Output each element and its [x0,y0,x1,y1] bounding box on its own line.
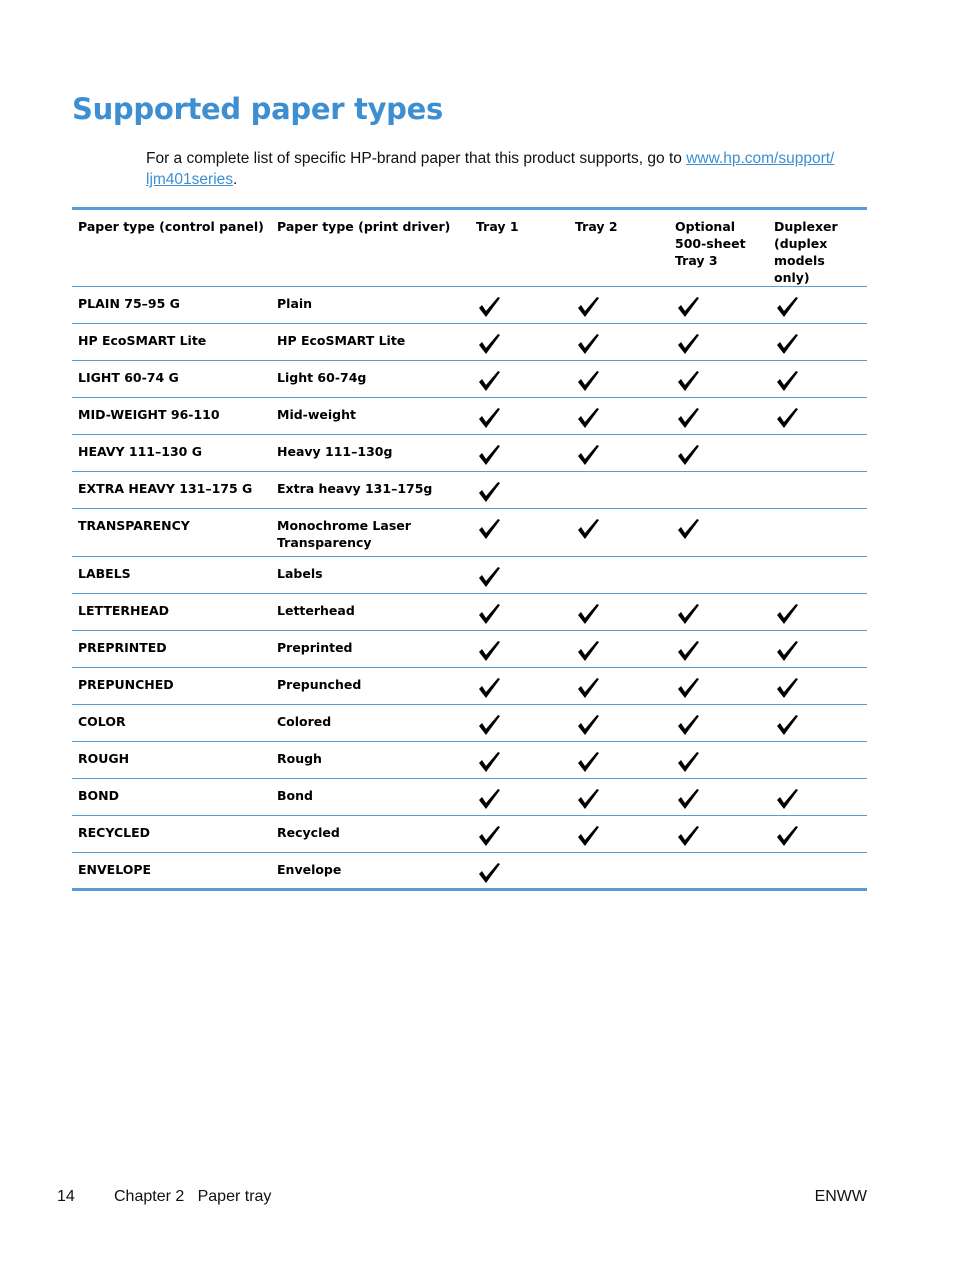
check-icon [476,638,502,664]
check-icon [476,368,502,394]
check-icon [476,675,502,701]
cell-duplex [768,668,867,705]
cell-tray3 [669,472,768,509]
cell-print-driver: Bond [271,779,470,816]
table-row [72,324,867,361]
check-icon [675,712,701,738]
cell-duplex [768,631,867,668]
cell-tray1 [470,742,569,779]
cell-tray3 [669,779,768,816]
cell-print-driver: Monochrome Laser Transparency [271,509,470,557]
check-icon [476,749,502,775]
cell-tray3 [669,361,768,398]
check-icon [575,823,601,849]
check-icon [675,516,701,542]
cell-print-driver: Plain [271,287,470,324]
check-icon [774,638,800,664]
cell-control-panel: COLOR [72,705,271,742]
cell-tray2 [569,631,669,668]
table-row [72,853,867,890]
check-icon [675,638,701,664]
table-row [72,742,867,779]
table-row [72,557,867,594]
cell-tray2 [569,594,669,631]
cell-tray3 [669,631,768,668]
cell-duplex [768,361,867,398]
cell-tray1 [470,631,569,668]
intro-end: . [233,171,238,188]
cell-control-panel: LIGHT 60-74 G [72,361,271,398]
cell-duplex [768,509,867,557]
cell-control-panel: PLAIN 75–95 G [72,287,271,324]
cell-tray2 [569,816,669,853]
table-row [72,631,867,668]
cell-control-panel: ROUGH [72,742,271,779]
cell-print-driver: Letterhead [271,594,470,631]
cell-print-driver: HP EcoSMART Lite [271,324,470,361]
cell-print-driver: Mid-weight [271,398,470,435]
cell-tray1 [470,816,569,853]
check-icon [575,601,601,627]
cell-print-driver: Extra heavy 131–175g [271,472,470,509]
cell-duplex [768,435,867,472]
cell-control-panel: LABELS [72,557,271,594]
check-icon [476,405,502,431]
cell-tray1 [470,435,569,472]
cell-tray3 [669,853,768,890]
header-tray-1: Tray 1 [470,209,569,287]
check-icon [675,405,701,431]
header-tray-3: Optional 500-sheet Tray 3 [669,209,768,287]
support-link-part-2: ljm401series [146,171,234,188]
table-header-row [72,209,867,287]
check-icon [774,786,800,812]
table-row [72,779,867,816]
cell-duplex [768,779,867,816]
check-icon [575,638,601,664]
cell-control-panel: MID-WEIGHT 96-110 [72,398,271,435]
chapter-label: Chapter 2 Paper tray [114,1188,272,1205]
check-icon [476,516,502,542]
check-icon [675,601,701,627]
header-duplexer: Duplexer (duplex models only) [768,209,867,287]
cell-tray1 [470,779,569,816]
cell-tray2 [569,853,669,890]
check-icon [774,368,800,394]
check-icon [675,368,701,394]
table-row [72,361,867,398]
cell-print-driver: Heavy 111–130g [271,435,470,472]
check-icon [774,405,800,431]
check-icon [476,712,502,738]
cell-tray1 [470,509,569,557]
check-icon [476,786,502,812]
cell-print-driver: Recycled [271,816,470,853]
paper-types-table [72,207,867,891]
cell-duplex [768,705,867,742]
cell-tray1 [470,361,569,398]
check-icon [476,860,502,886]
cell-print-driver: Rough [271,742,470,779]
cell-tray2 [569,324,669,361]
cell-tray3 [669,668,768,705]
check-icon [675,675,701,701]
check-icon [476,331,502,357]
cell-tray2 [569,742,669,779]
cell-control-panel: TRANSPARENCY [72,509,271,557]
check-icon [774,712,800,738]
check-icon [774,294,800,320]
check-icon [774,823,800,849]
cell-control-panel: PREPUNCHED [72,668,271,705]
cell-print-driver: Light 60-74g [271,361,470,398]
table-row [72,668,867,705]
cell-print-driver: Labels [271,557,470,594]
check-icon [575,712,601,738]
cell-control-panel: PREPRINTED [72,631,271,668]
cell-print-driver: Preprinted [271,631,470,668]
check-icon [575,516,601,542]
cell-print-driver: Prepunched [271,668,470,705]
check-icon [774,331,800,357]
check-icon [675,749,701,775]
cell-tray3 [669,398,768,435]
cell-tray1 [470,287,569,324]
cell-tray3 [669,509,768,557]
cell-control-panel: BOND [72,779,271,816]
check-icon [476,564,502,590]
cell-tray1 [470,324,569,361]
cell-print-driver: Colored [271,705,470,742]
cell-control-panel: LETTERHEAD [72,594,271,631]
footer-right: ENWW [814,1188,867,1205]
cell-tray1 [470,594,569,631]
cell-tray2 [569,779,669,816]
table-row [72,398,867,435]
check-icon [575,331,601,357]
cell-tray3 [669,435,768,472]
check-icon [476,442,502,468]
page-title: Supported paper types [72,92,443,126]
support-link-part-1: www.hp.com/support/ [686,150,835,167]
cell-duplex [768,557,867,594]
cell-tray2 [569,435,669,472]
cell-tray1 [470,705,569,742]
cell-duplex [768,287,867,324]
intro-text: For a complete list of specific HP-brand paper that this product supports, go to [146,150,687,167]
cell-tray2 [569,509,669,557]
cell-tray2 [569,705,669,742]
table-row [72,816,867,853]
cell-tray3 [669,816,768,853]
table-row [72,287,867,324]
table-row [72,472,867,509]
cell-tray2 [569,472,669,509]
check-icon [575,294,601,320]
cell-control-panel: EXTRA HEAVY 131–175 G [72,472,271,509]
cell-control-panel: HP EcoSMART Lite [72,324,271,361]
cell-tray1 [470,557,569,594]
check-icon [575,405,601,431]
cell-duplex [768,472,867,509]
cell-tray3 [669,287,768,324]
cell-tray1 [470,853,569,890]
cell-tray3 [669,742,768,779]
header-print-driver: Paper type (print driver) [271,209,470,287]
cell-print-driver: Envelope [277,862,342,877]
cell-tray2 [569,287,669,324]
check-icon [575,786,601,812]
cell-tray3 [669,705,768,742]
cell-duplex [768,853,867,890]
cell-duplex [768,594,867,631]
table-row [72,435,867,472]
check-icon [575,675,601,701]
page-number: 14 [57,1188,75,1205]
check-icon [476,823,502,849]
cell-tray1 [470,472,569,509]
check-icon [476,601,502,627]
cell-tray2 [569,361,669,398]
cell-duplex [768,324,867,361]
check-icon [575,442,601,468]
cell-control-panel: ENVELOPE [78,862,152,877]
check-icon [575,368,601,394]
cell-tray1 [470,398,569,435]
check-icon [675,331,701,357]
cell-tray2 [569,557,669,594]
check-icon [675,294,701,320]
check-icon [476,294,502,320]
check-icon [774,675,800,701]
cell-duplex [768,398,867,435]
header-control-panel: Paper type (control panel) [72,209,271,287]
intro-paragraph [146,148,866,190]
cell-tray3 [669,557,768,594]
table-row [72,594,867,631]
table-row [72,705,867,742]
cell-tray3 [669,594,768,631]
check-icon [476,479,502,505]
check-icon [774,601,800,627]
cell-tray2 [569,398,669,435]
table-row [72,509,867,557]
cell-tray2 [569,668,669,705]
cell-tray3 [669,324,768,361]
cell-duplex [768,742,867,779]
cell-duplex [768,816,867,853]
cell-control-panel: HEAVY 111–130 G [72,435,271,472]
check-icon [675,442,701,468]
cell-control-panel: RECYCLED [72,816,271,853]
check-icon [675,823,701,849]
check-icon [575,749,601,775]
header-tray-2: Tray 2 [569,209,669,287]
check-icon [675,786,701,812]
cell-tray1 [470,668,569,705]
